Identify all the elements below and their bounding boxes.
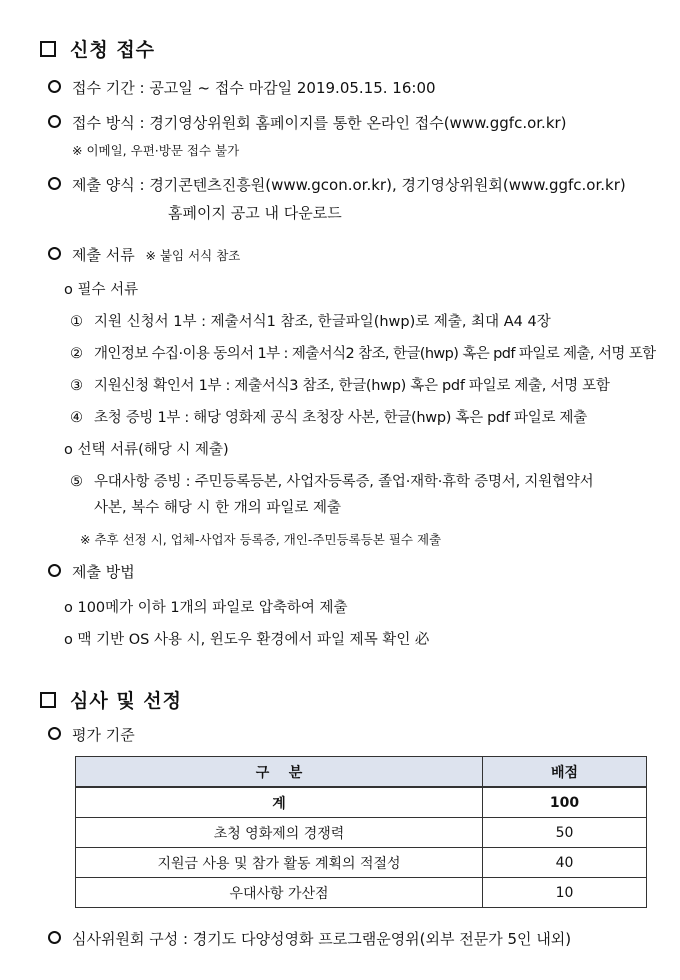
optional-item-line2: 사본, 복수 해당 시 한 개의 파일로 제출 (94, 500, 341, 516)
table-total-row (76, 787, 647, 818)
required-item: ② 개인정보 수집·이용 동의서 1부 : 제출서식2 참조, 한글(hwp) 혹은 pdf 파일로 제출, 서명 포함 (70, 346, 656, 362)
circle-bullet-icon (48, 931, 61, 944)
item-form: 제출 양식 : 경기콘텐츠진흥원(www.gcon.or.kr), 경기영상위원회(www.ggfc.or.kr) (48, 174, 626, 195)
section-title-review: 심사 및 선정 (40, 686, 182, 713)
circle-bullet-icon (48, 247, 61, 260)
row-score: 40 (483, 848, 647, 878)
circle-bullet-icon (48, 177, 61, 190)
table-row (76, 878, 647, 908)
total-label: 계 (76, 787, 483, 818)
total-score: 100 (483, 787, 647, 818)
item-docs: 제출 서류 ※ 붙임 서식 참조 (48, 244, 240, 265)
row-label: 우대사항 가산점 (76, 878, 483, 908)
required-item: ④ 초청 증빙 1부 : 해당 영화제 공식 초청장 사본, 한글(hwp) 혹은 pdf 파일로 제출 (70, 410, 587, 426)
square-bullet-icon (40, 692, 56, 708)
optional-item: ⑤ 우대사항 증빙 : 주민등록등본, 사업자등록증, 졸업·재학·휴학 증명서, 지원협약서 (70, 474, 594, 490)
method-note: ※ 이메일, 우편·방문 접수 불가 (72, 143, 240, 158)
row-score: 50 (483, 818, 647, 848)
submit-item: o 맥 기반 OS 사용 시, 윈도우 환경에서 파일 제목 확인 必 (64, 632, 430, 648)
table-row (76, 818, 647, 848)
submit-item: o 100메가 이하 1개의 파일로 압축하여 제출 (64, 600, 348, 616)
required-item: ③ 지원신청 확인서 1부 : 제출서식3 참조, 한글(hwp) 혹은 pdf 파일로 제출, 서명 포함 (70, 378, 610, 394)
evaluation-table (75, 756, 647, 908)
circle-bullet-icon (48, 80, 61, 93)
table-row (76, 848, 647, 878)
item-committee: 심사위원회 구성 : 경기도 다양성영화 프로그램운영위(외부 전문가 5인 내외) (48, 928, 571, 949)
circle-bullet-icon (48, 564, 61, 577)
optional-note: ※ 추후 선정 시, 업체-사업자 등록증, 개인-주민등록등본 필수 제출 (80, 532, 442, 547)
header-score: 배점 (483, 757, 647, 788)
header-category: 구 분 (76, 757, 483, 788)
item-method: 접수 방식 : 경기영상위원회 홈페이지를 통한 온라인 접수(www.ggfc.or.kr) (48, 112, 567, 133)
table-header-row (76, 757, 647, 788)
section-title-application: 신청 접수 (40, 35, 155, 62)
circle-bullet-icon (48, 115, 61, 128)
item-criteria: 평가 기준 (48, 724, 135, 745)
optional-title: o 선택 서류(해당 시 제출) (64, 442, 229, 458)
docs-note: ※ 붙임 서식 참조 (145, 248, 241, 263)
row-label: 지원금 사용 및 참가 활동 계획의 적절성 (76, 848, 483, 878)
row-label: 초청 영화제의 경쟁력 (76, 818, 483, 848)
required-item: ① 지원 신청서 1부 : 제출서식1 참조, 한글파일(hwp)로 제출, 최대 A4 4장 (70, 314, 551, 330)
row-score: 10 (483, 878, 647, 908)
item-submit: 제출 방법 (48, 561, 135, 582)
form-line2: 홈페이지 공고 내 다운로드 (168, 204, 342, 222)
circle-bullet-icon (48, 727, 61, 740)
required-title: o 필수 서류 (64, 282, 139, 298)
item-period: 접수 기간 : 공고일 ~ 접수 마감일 2019.05.15. 16:00 (48, 77, 436, 98)
square-bullet-icon (40, 41, 56, 57)
